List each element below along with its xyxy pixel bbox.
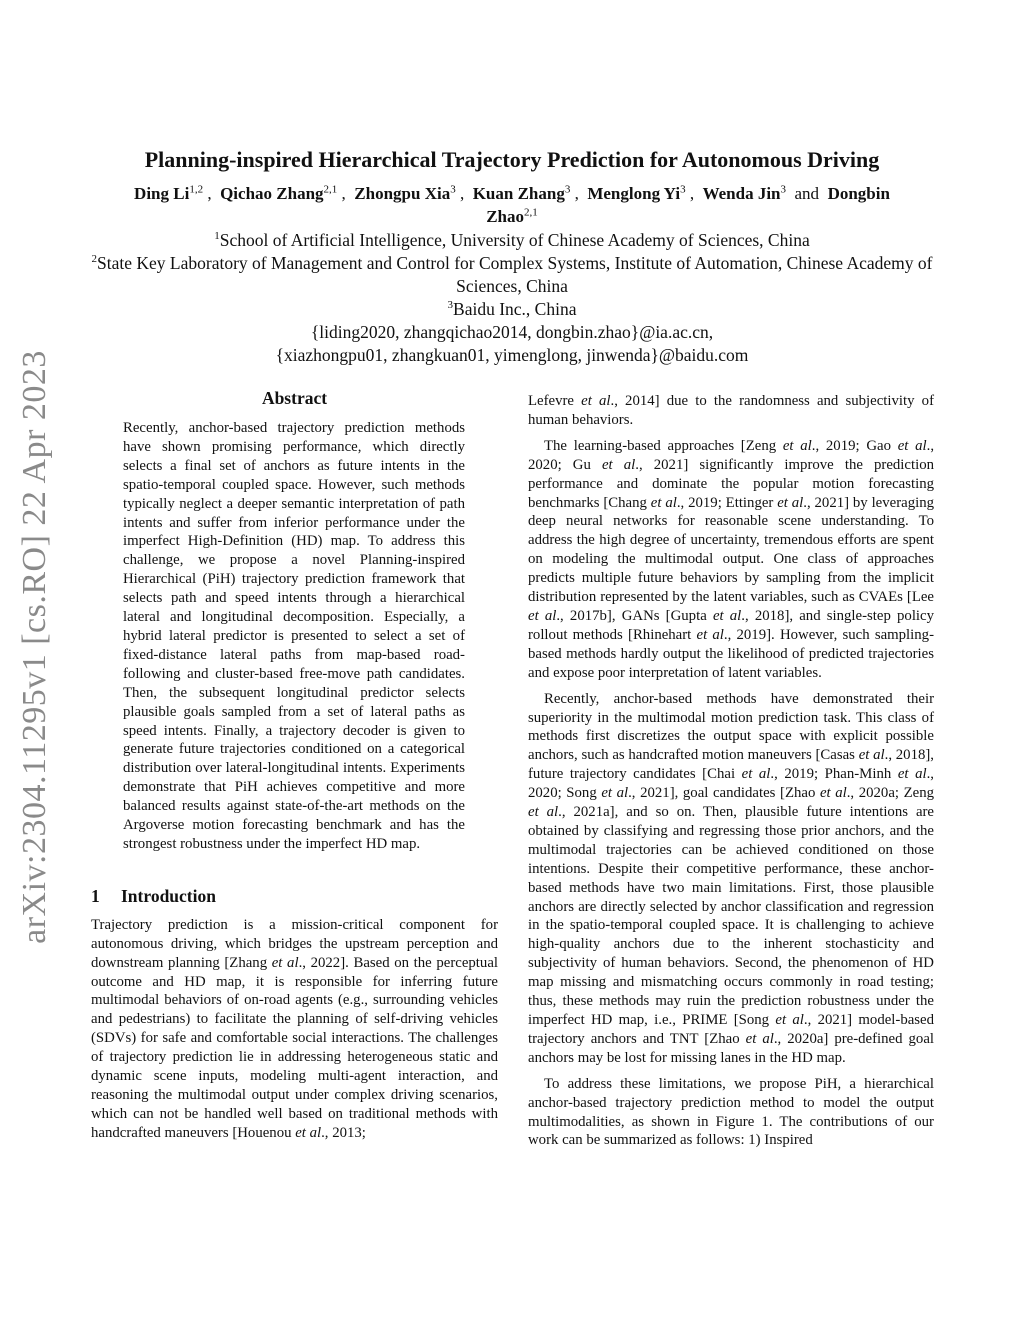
author-name: Menglong Yi <box>587 184 681 203</box>
paper-title: Planning-inspired Hierarchical Trajectory Prediction for Autonomous Driving <box>144 147 880 172</box>
affiliation-line <box>90 252 934 298</box>
section-title: Introduction <box>121 885 216 906</box>
intro-paragraph: Lefevre et al., 2014] due to the randomness and subjectivity of human behaviors. <box>528 393 934 428</box>
email-line: {liding2020, zhangqichao2014, dongbin.zhao}@ia.ac.cn, <box>310 322 714 342</box>
intro-paragraph: To address these limitations, we propose PiH, a hierarchical anchor-based trajectory prediction method to model the output multimodalities, as shown in Figure 1. The contributions of our work can be summarized as follows: 1) Inspired <box>528 1075 934 1149</box>
email-line: {xiazhongpu01, zhangkuan01, yimenglong, jinwenda}@baidu.com <box>275 345 749 365</box>
affiliation-text: State Key Laboratory of Management and Control for Complex Systems, Institute of Automation, Chinese Academy of Sciences, China <box>97 253 933 296</box>
affiliation-text: School of Artificial Intelligence, University of Chinese Academy of Sciences, China <box>219 230 810 250</box>
abstract-text: Recently, anchor-based trajectory prediction methods have shown promising performance, which directly selects a final set of anchors as future intents in the spatio-temporal coupled space. However, such methods typically neglect a deeper semantic interpretation of path intents and suffer from inferior performance under the imperfect High-Definition (HD) map. To address this challenge, we propose a novel Planning-inspired Hierarchical (PiH) trajectory prediction framework that selects path and speed intents through a hierarchical lateral and longitudinal decomposition. Especially, a hybrid lateral predictor is presented to select a set of fixed-distance lateral paths from map-based road-following and cluster-based free-move path candidates. Then, the subsequent longitudinal predictor selects plausible goals sampled from a set of lateral paths as speed intents. Finally, a trajectory decoder is given to generate future trajectories conditioned on a categorical distribution over lateral-longitudinal intents. Experiments demonstrate that PiH achieves competitive and more balanced results against state-of-the-art methods on the Argoverse motion forecasting benchmark and has the strongest robustness under the imperfect HD map. <box>123 420 465 852</box>
left-column <box>91 386 498 1143</box>
author-affiliation-mark: 3 <box>564 183 571 196</box>
author-affiliation-mark: 1,2 <box>189 183 204 196</box>
author-affiliation-mark: 2,1 <box>323 183 338 196</box>
author-name: Zhongpu Xia <box>354 184 451 203</box>
author-name: Kuan Zhang <box>472 184 565 203</box>
intro-paragraph: The learning-based approaches [Zeng et al., 2019; Gao et al., 2020; Gu et al., 2021] significantly improve the prediction performance and dominate the popular motion forecasting benchmarks [Chang et al., 2019; Ettinger et al., 2021] by leveraging deep neural networks for reasonable scene understanding. To address the high degree of uncertainty, tremendous efforts are spent on modeling the multimodal output. One class of approaches predicts multiple future behaviors by sampling from the implicit distribution represented by the latent variables, such as CVAEs [Lee et al., 2017b], GANs [Gupta et al., 2018], and single-step policy rollout methods [Rhinehart et al., 2019]. However, such sampling-based methods hardly output the likelihood of predicted trajectories and expose poor interpretation of latent variables. <box>528 437 935 681</box>
author-affiliation-mark: 3 <box>450 183 456 196</box>
affiliation-mark: 2 <box>91 253 98 266</box>
affiliation-line <box>90 229 934 252</box>
author-name: Dongbin Zhao <box>486 184 890 226</box>
author-affiliation-mark: 2,1 <box>524 206 538 219</box>
author-name: Qichao Zhang <box>220 184 324 203</box>
author-conjunction: and <box>794 184 820 203</box>
right-column <box>528 392 934 1150</box>
arxiv-identifier: arXiv:2304.11295v1 [cs.RO] 22 Apr 2023 <box>16 350 54 944</box>
abstract-heading: Abstract <box>261 388 328 408</box>
affiliation-mark: 1 <box>214 230 220 243</box>
intro-paragraph: Trajectory prediction is a mission-critical component for autonomous driving, which bridges the upstream perception and downstream planning [Zhang et al., 2022]. Based on the perceptual outcome and HD map, it is responsible for inferring future multimodal behaviors of on-road agents (e.g., surrounding vehicles and pedestrians) to facilitate the planning of self-driving vehicles (SDVs) for safe and comfortable social interactions. The challenges of trajectory prediction lie in addressing heterogeneous static and dynamic scene inputs, modeling multi-agent interaction, and reasoning the multimodal output under complex driving scenarios, which can not be handled well based on traditional methods with handcrafted maneuvers [Houenou et al., 2013; <box>91 916 498 1141</box>
author-name: Wenda Jin <box>702 184 781 203</box>
author-name: Ding Li <box>134 184 190 203</box>
affiliation-text: Baidu Inc., China <box>453 299 577 319</box>
affiliation-block <box>90 229 934 367</box>
section-number: 1 <box>91 885 100 906</box>
author-affiliation-mark: 3 <box>780 183 787 196</box>
affiliation-mark: 3 <box>447 299 454 312</box>
author-affiliation-mark: 3 <box>680 183 686 196</box>
section-heading <box>91 884 498 908</box>
intro-paragraph: Recently, anchor-based methods have demonstrated their superiority in the multimodal motion prediction task. This class of methods first discretizes the output space with explicit possible anchors, such as handcrafted motion maneuvers [Casas et al., 2018], future trajectory candidates [Chai et al., 2019; Phan-Minh et al., 2020; Song et al., 2021], goal candidates [Zhao et al., 2020a; Zeng et al., 2021a], and so on. Then, plausible future intentions are obtained by classifying and regressing those prior anchors, and the multimodal trajectories can be achieved conditioned on those intentions. Despite their competitive performance, these anchor-based methods have two main limitations. First, those plausible anchors are directly selected by anchor classification and regression in the spatio-temporal coupled space. It is challenging to achieve high-quality anchors due to the inherent stochasticity and subjectivity of human behaviors. Second, the phenomenon of HD map missing and mismatching occurs commonly in road testing; thus, these methods may ruin the prediction robustness under the imperfect HD map, i.e., PRIME [Song et al., 2021] model-based trajectory anchors and TNT [Zhao et al., 2020a] pre-defined goal anchors may be lost for missing lanes in the HD map. <box>528 690 935 1066</box>
affiliation-line <box>90 298 934 321</box>
author-list: Ding Li$^{1,2}$ , Qichao Zhang$^{2,1}$ , Zhongpu Xia$^3$ , Kuan Zhang$^3$ , Menglong Yi$^3$ , Wenda Jin$^3$ and Dongbin Zhao$^{2,1}$ <box>134 183 890 226</box>
